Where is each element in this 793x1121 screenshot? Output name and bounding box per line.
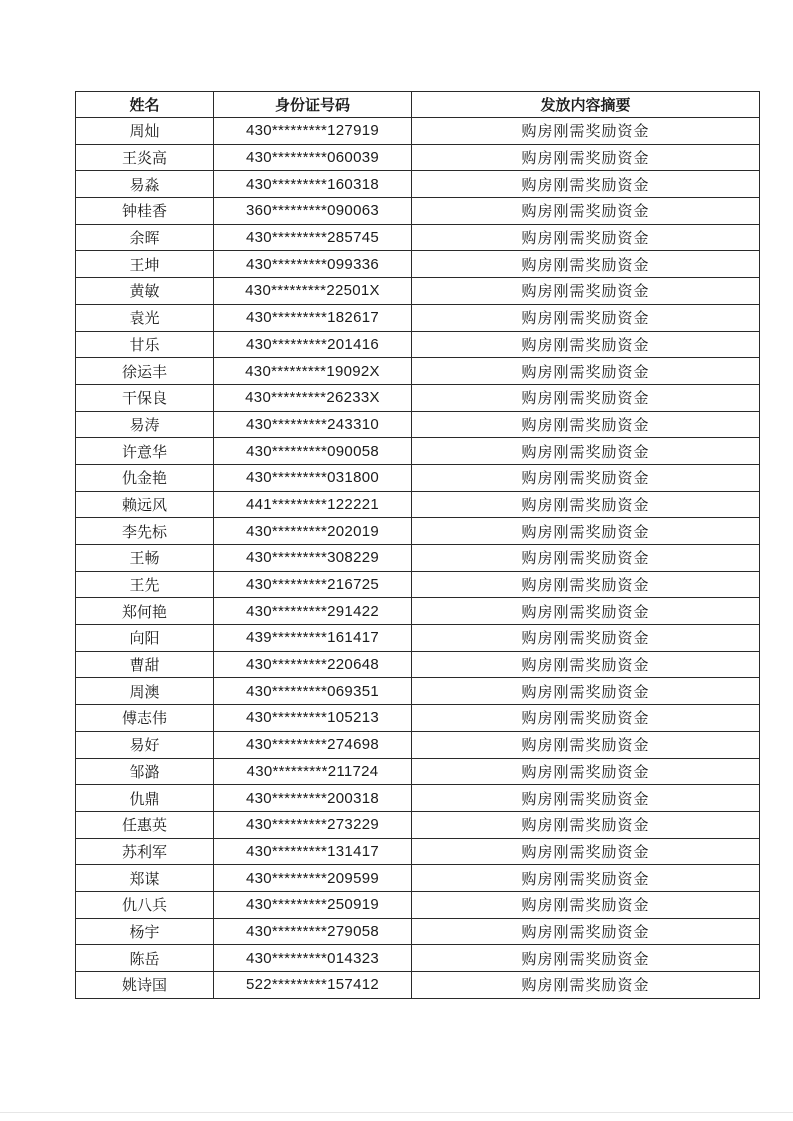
cell-name: 干保良 <box>76 384 214 411</box>
cell-description: 购房刚需奖励资金 <box>412 144 760 171</box>
table-row <box>76 918 760 945</box>
cell-description: 购房刚需奖励资金 <box>412 731 760 758</box>
cell-name: 易好 <box>76 731 214 758</box>
table-header <box>76 92 760 118</box>
cell-name: 邹潞 <box>76 758 214 785</box>
cell-name: 曹甜 <box>76 651 214 678</box>
cell-description: 购房刚需奖励资金 <box>412 384 760 411</box>
cell-description: 购房刚需奖励资金 <box>412 945 760 972</box>
cell-description: 购房刚需奖励资金 <box>412 464 760 491</box>
cell-name: 赖远风 <box>76 491 214 518</box>
cell-id-number: 430*********220648 <box>214 651 412 678</box>
cell-name: 甘乐 <box>76 331 214 358</box>
table-row <box>76 625 760 652</box>
cell-name: 袁光 <box>76 304 214 331</box>
cell-id-number: 430*********069351 <box>214 678 412 705</box>
table-row <box>76 278 760 305</box>
cell-id-number: 430*********099336 <box>214 251 412 278</box>
table-row <box>76 304 760 331</box>
header-description: 发放内容摘要 <box>412 92 760 118</box>
cell-description: 购房刚需奖励资金 <box>412 651 760 678</box>
table-row <box>76 811 760 838</box>
cell-description: 购房刚需奖励资金 <box>412 358 760 385</box>
cell-name: 许意华 <box>76 438 214 465</box>
table-row <box>76 598 760 625</box>
cell-id-number: 430*********209599 <box>214 865 412 892</box>
cell-id-number: 430*********211724 <box>214 758 412 785</box>
cell-name: 仇鼎 <box>76 785 214 812</box>
table-row <box>76 945 760 972</box>
table-row <box>76 358 760 385</box>
cell-name: 李先标 <box>76 518 214 545</box>
cell-id-number: 430*********243310 <box>214 411 412 438</box>
cell-id-number: 439*********161417 <box>214 625 412 652</box>
table-row <box>76 118 760 145</box>
cell-description: 购房刚需奖励资金 <box>412 224 760 251</box>
cell-name: 王炎高 <box>76 144 214 171</box>
cell-id-number: 430*********105213 <box>214 705 412 732</box>
table-row <box>76 972 760 999</box>
cell-name: 郑谋 <box>76 865 214 892</box>
table-row <box>76 491 760 518</box>
cell-id-number: 430*********22501X <box>214 278 412 305</box>
header-id-number: 身份证号码 <box>214 92 412 118</box>
cell-description: 购房刚需奖励资金 <box>412 758 760 785</box>
cell-name: 周灿 <box>76 118 214 145</box>
cell-name: 任惠英 <box>76 811 214 838</box>
cell-description: 购房刚需奖励资金 <box>412 518 760 545</box>
cell-id-number: 430*********127919 <box>214 118 412 145</box>
table-row <box>76 785 760 812</box>
cell-id-number: 360*********090063 <box>214 198 412 225</box>
cell-description: 购房刚需奖励资金 <box>412 918 760 945</box>
table-row <box>76 705 760 732</box>
cell-description: 购房刚需奖励资金 <box>412 331 760 358</box>
cell-id-number: 430*********308229 <box>214 545 412 572</box>
cell-description: 购房刚需奖励资金 <box>412 785 760 812</box>
cell-id-number: 430*********216725 <box>214 571 412 598</box>
cell-name: 王坤 <box>76 251 214 278</box>
table-row <box>76 251 760 278</box>
table-row <box>76 144 760 171</box>
cell-id-number: 441*********122221 <box>214 491 412 518</box>
table-row <box>76 198 760 225</box>
table-row <box>76 384 760 411</box>
table-row <box>76 678 760 705</box>
cell-name: 黄敏 <box>76 278 214 305</box>
table-row <box>76 571 760 598</box>
cell-description: 购房刚需奖励资金 <box>412 491 760 518</box>
cell-description: 购房刚需奖励资金 <box>412 705 760 732</box>
cell-description: 购房刚需奖励资金 <box>412 545 760 572</box>
cell-name: 仇金艳 <box>76 464 214 491</box>
cell-id-number: 430*********131417 <box>214 838 412 865</box>
cell-id-number: 430*********273229 <box>214 811 412 838</box>
table-row <box>76 731 760 758</box>
cell-name: 钟桂香 <box>76 198 214 225</box>
table-row <box>76 865 760 892</box>
table-row <box>76 171 760 198</box>
cell-description: 购房刚需奖励资金 <box>412 304 760 331</box>
cell-name: 傅志伟 <box>76 705 214 732</box>
payment-roster-table <box>75 91 760 999</box>
cell-description: 购房刚需奖励资金 <box>412 891 760 918</box>
cell-name: 王畅 <box>76 545 214 572</box>
header-name: 姓名 <box>76 92 214 118</box>
cell-description: 购房刚需奖励资金 <box>412 251 760 278</box>
cell-name: 仇八兵 <box>76 891 214 918</box>
cell-name: 徐运丰 <box>76 358 214 385</box>
cell-description: 购房刚需奖励资金 <box>412 598 760 625</box>
table-body <box>76 118 760 999</box>
cell-description: 购房刚需奖励资金 <box>412 411 760 438</box>
cell-name: 王先 <box>76 571 214 598</box>
cell-description: 购房刚需奖励资金 <box>412 438 760 465</box>
cell-id-number: 430*********202019 <box>214 518 412 545</box>
cell-id-number: 430*********26233X <box>214 384 412 411</box>
table-row <box>76 438 760 465</box>
cell-name: 易涛 <box>76 411 214 438</box>
table-row <box>76 331 760 358</box>
cell-description: 购房刚需奖励资金 <box>412 678 760 705</box>
table-row <box>76 838 760 865</box>
cell-name: 郑何艳 <box>76 598 214 625</box>
cell-id-number: 430*********031800 <box>214 464 412 491</box>
header-row <box>76 92 760 118</box>
cell-id-number: 430*********182617 <box>214 304 412 331</box>
cell-description: 购房刚需奖励资金 <box>412 972 760 999</box>
cell-name: 苏利军 <box>76 838 214 865</box>
table-row <box>76 651 760 678</box>
cell-name: 陈岳 <box>76 945 214 972</box>
cell-name: 余晖 <box>76 224 214 251</box>
cell-id-number: 430*********291422 <box>214 598 412 625</box>
cell-id-number: 430*********250919 <box>214 891 412 918</box>
cell-description: 购房刚需奖励资金 <box>412 811 760 838</box>
cell-description: 购房刚需奖励资金 <box>412 865 760 892</box>
cell-id-number: 430*********279058 <box>214 918 412 945</box>
cell-name: 姚诗国 <box>76 972 214 999</box>
cell-id-number: 430*********201416 <box>214 331 412 358</box>
cell-id-number: 430*********014323 <box>214 945 412 972</box>
table-row <box>76 224 760 251</box>
cell-id-number: 430*********285745 <box>214 224 412 251</box>
cell-id-number: 430*********274698 <box>214 731 412 758</box>
cell-name: 向阳 <box>76 625 214 652</box>
cell-name: 易淼 <box>76 171 214 198</box>
cell-id-number: 522*********157412 <box>214 972 412 999</box>
cell-description: 购房刚需奖励资金 <box>412 278 760 305</box>
table-row <box>76 891 760 918</box>
table-row <box>76 518 760 545</box>
cell-description: 购房刚需奖励资金 <box>412 171 760 198</box>
cell-description: 购房刚需奖励资金 <box>412 118 760 145</box>
cell-description: 购房刚需奖励资金 <box>412 571 760 598</box>
cell-id-number: 430*********090058 <box>214 438 412 465</box>
cell-id-number: 430*********160318 <box>214 171 412 198</box>
cell-description: 购房刚需奖励资金 <box>412 838 760 865</box>
cell-name: 杨宇 <box>76 918 214 945</box>
page-bottom-rule <box>0 1112 793 1113</box>
cell-description: 购房刚需奖励资金 <box>412 198 760 225</box>
cell-id-number: 430*********200318 <box>214 785 412 812</box>
cell-id-number: 430*********19092X <box>214 358 412 385</box>
table-row <box>76 464 760 491</box>
cell-description: 购房刚需奖励资金 <box>412 625 760 652</box>
table-row <box>76 545 760 572</box>
cell-name: 周澳 <box>76 678 214 705</box>
table-row <box>76 411 760 438</box>
table-row <box>76 758 760 785</box>
cell-id-number: 430*********060039 <box>214 144 412 171</box>
